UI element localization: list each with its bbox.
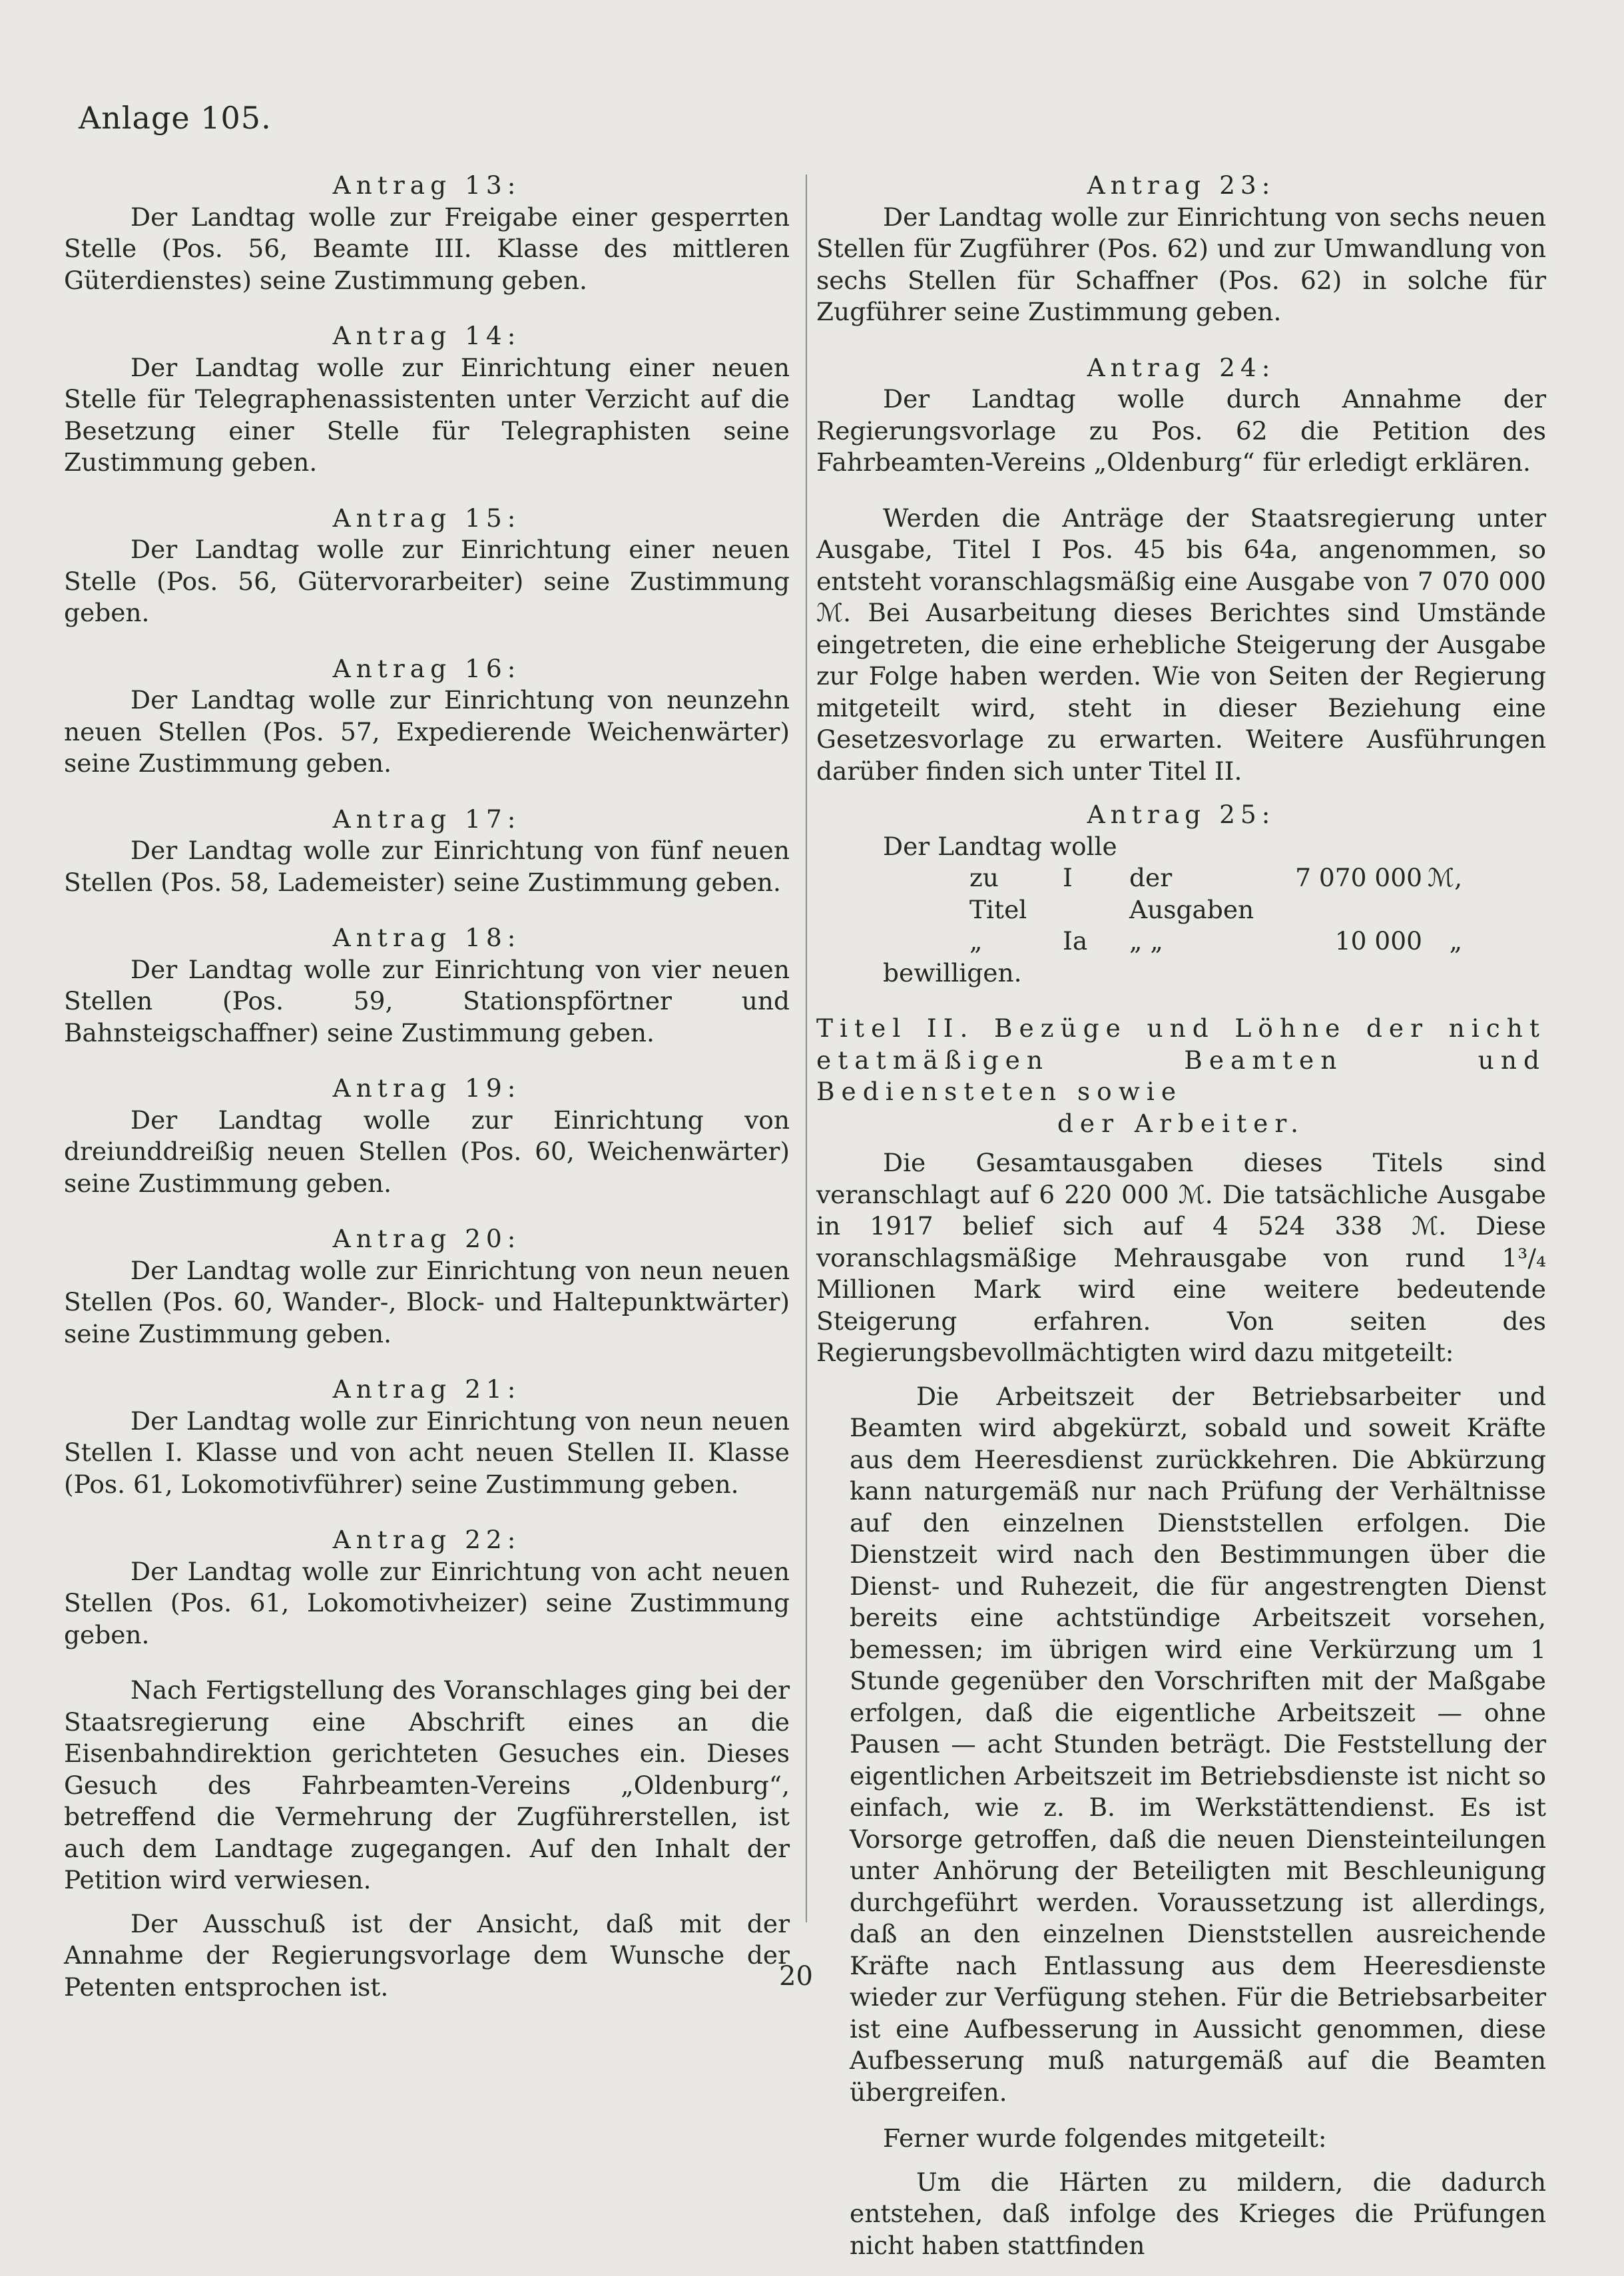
antrag-heading: Antrag 17: <box>332 804 521 834</box>
row-amount: 7 070 000 <box>1295 863 1422 892</box>
antrag-text: Der Landtag wolle zur Einrichtung von dreiunddreißig neuen Stellen (Pos. 60, Weichenwärter) seine Zustimmung geben. <box>64 1105 790 1198</box>
antrag-heading: Antrag 16: <box>332 653 521 683</box>
haerten-quote <box>850 2167 1546 2262</box>
antrag-heading: Antrag 21: <box>332 1374 521 1404</box>
quote-paragraph: Die Arbeitszeit der Betriebsarbeiter und Beamten wird abgekürzt, sobald und soweit Kräfte aus dem Heeresdienst zurückkehren. Die Abkürzung kann naturgemäß nur nach Prüfung der Verhältnisse auf den einzelnen Dienststellen erfolgen. Die Dienstzeit wird nach den Bestimmungen über die Dienst- und Ruhezeit, die für angestrengten Dienst bereits eine achtstündige Arbeitszeit vorsehen, bemessen; im übrigen wird eine Verkürzung um 1 Stunde gegenüber den Vorschriften mit der Maßgabe erfolgen, daß die eigentliche Arbeitszeit — ohne Pausen — acht Stunden beträgt. Die Feststellung der eigentlichen Arbeitszeit im Betriebsdienste ist nicht so einfach, wie z. B. im Werkstättendienst. Es ist Vorsorge getroffen, daß die neuen Diensteinteilungen unter Anhörung der Beteiligten mit Beschleunigung durchgeführt werden. Voraussetzung ist allerdings, daß an den einzelnen Dienststellen ausreichende Kräfte nach Entlassung aus dem Heeresdienste wieder zur Verfügung stehen. Für die Betriebsarbeiter ist eine Aufbesserung in Aussicht genommen, diese Aufbesserung muß naturgemäß auf die Beamten übergreifen. <box>850 1381 1546 2107</box>
antrag-25-closing: bewilligen. <box>883 958 1022 988</box>
antrag-block <box>64 922 790 1049</box>
antrag-block <box>816 170 1546 328</box>
antrag-text: Der Landtag wolle zur Einrichtung von neun neuen Stellen (Pos. 60, Wander-, Block- und Haltepunktwärter) seine Zustimmung geben. <box>64 1255 790 1348</box>
page-number: 20 <box>779 1961 813 1992</box>
antrag-heading: Antrag 14: <box>332 321 521 350</box>
antrag-text: Der Landtag wolle zur Freigabe einer gesperrten Stelle (Pos. 56, Beamte III. Klasse des mittleren Güterdienstes) seine Zustimmung geben. <box>64 202 790 295</box>
antrag-block <box>64 1374 790 1500</box>
antrag-text: Der Landtag wolle zur Einrichtung von vier neuen Stellen (Pos. 59, Stationspförtner und Bahnsteigschaffner) seine Zustimmung geben. <box>64 954 790 1047</box>
ausschuss-paragraph: Der Ausschuß ist der Ansicht, daß mit der Annahme der Regierungsvorlage dem Wunsche der Petenten entsprochen ist. <box>64 1908 790 2002</box>
antrag-block <box>816 352 1546 479</box>
left-column <box>64 170 790 2015</box>
antrag-text: Der Landtag wolle zur Einrichtung von fünf neuen Stellen (Pos. 58, Lademeister) seine Zustimmung geben. <box>64 836 790 897</box>
quote-paragraph: Um die Härten zu mildern, die dadurch entstehen, daß infolge des Krieges die Prüfungen nicht haben stattfinden <box>850 2167 1546 2260</box>
titel-2-heading: Titel II. Bezüge und Löhne der nicht etatmäßigen Beamten und Bediensteten sowie <box>816 1013 1546 1106</box>
antrag-block <box>64 170 790 296</box>
antrag-block <box>64 1524 790 1651</box>
antrag-25-intro: Der Landtag wolle <box>883 831 1117 861</box>
antrag-block <box>64 320 790 479</box>
petition-paragraph: Nach Fertigstellung des Voranschlages ging bei der Staatsregierung eine Abschrift eines an die Eisenbahndirektion gerichteten Gesuches ein. Dieses Gesuch des Fahrbeamten-Vereins „Oldenburg“, betreffend die Vermehrung der Zugführerstellen, ist auch dem Landtage zugegangen. Auf den Inhalt der Petition wird verwiesen. <box>64 1675 790 1894</box>
row-description: der Ausgaben <box>1129 863 1254 924</box>
antrag-block <box>64 1223 790 1350</box>
row-amount: 10 000 <box>1334 926 1422 956</box>
row-unit: „ <box>1449 926 1462 956</box>
antrag-block <box>64 804 790 899</box>
row-label: zu Titel <box>969 863 1027 924</box>
antrag-heading: Antrag 24: <box>1087 352 1276 382</box>
antrag-block <box>64 653 790 780</box>
titel-2-paragraph: Die Gesamtausgaben dieses Titels sind veranschlagt auf 6 220 000 ℳ. Die tatsächliche Ausgabe in 1917 belief sich auf 4 524 338 ℳ. Diese voranschlagsmäßige Mehrausgabe von rund 1³/₄ Millionen Mark wird eine weitere bedeutende Steigerung erfahren. Von seiten des Regierungsbevollmächtigten wird dazu mitgeteilt: <box>816 1148 1546 1367</box>
ferner-paragraph: Ferner wurde folgendes mitgeteilt: <box>883 2124 1327 2153</box>
antrag-text: Der Landtag wolle zur Einrichtung einer neuen Stelle (Pos. 56, Gütervorarbeiter) seine Zustimmung geben. <box>64 535 790 627</box>
antrag-heading: Antrag 19: <box>332 1073 521 1103</box>
antrag-text: Der Landtag wolle zur Einrichtung von sechs neuen Stellen für Zugführer (Pos. 62) und zur Umwandlung von sechs Stellen für Schaffner (Pos. 62) in solche für Zugführer seine Zustimmung geben. <box>816 202 1546 326</box>
right-column <box>816 170 1546 2276</box>
page-header: Anlage 105. <box>79 100 272 136</box>
antrag-text: Der Landtag wolle zur Einrichtung von neunzehn neuen Stellen (Pos. 57, Expedierende Weichenwärter) seine Zustimmung geben. <box>64 685 790 778</box>
regierung-quote <box>850 1381 1546 2109</box>
antrag-25 <box>816 799 1546 989</box>
titel-1-summary-paragraph: Werden die Anträge der Staatsregierung unter Ausgabe, Titel I Pos. 45 bis 64a, angenommen, so entsteht voranschlagsmäßig eine Ausgabe von 7 070 000 ℳ. Bei Ausarbeitung dieses Berichtes sind Umstände eingetreten, die eine erhebliche Steigerung der Ausgabe zur Folge haben werden. Wie von Seiten der Regierung mitgeteilt wird, steht in dieser Beziehung eine Gesetzesvorlage zu erwarten. Weitere Ausführungen darüber finden sich unter Titel II. <box>816 503 1546 786</box>
left-antrag-list <box>64 170 790 1651</box>
row-description: „ „ <box>1129 926 1163 956</box>
antrag-25-row-2 <box>816 926 1546 958</box>
titel-2-heading-end: der Arbeiter. <box>1057 1108 1306 1138</box>
antrag-text: Der Landtag wolle durch Annahme der Regierungsvorlage zu Pos. 62 die Petition des Fahrbeamten-Vereins „Oldenburg“ für erledigt erklären. <box>816 384 1546 477</box>
antrag-text: Der Landtag wolle zur Einrichtung von neun neuen Stellen I. Klasse und von acht neuen Stellen II. Klasse (Pos. 61, Lokomotivführer) seine Zustimmung geben. <box>64 1406 790 1499</box>
row-label: „ <box>969 926 983 956</box>
antrag-block <box>64 1073 790 1199</box>
row-titel: I <box>1063 863 1073 892</box>
column-divider <box>806 174 807 1922</box>
antrag-text: Der Landtag wolle zur Einrichtung einer neuen Stelle für Telegraphenassistenten unter Verzicht auf die Besetzung einer Stelle für Telegraphisten seine Zustimmung geben. <box>64 352 790 477</box>
antrag-text: Der Landtag wolle zur Einrichtung von acht neuen Stellen (Pos. 61, Lokomotivheizer) seine Zustimmung geben. <box>64 1556 790 1649</box>
antrag-heading: Antrag 18: <box>332 923 521 952</box>
row-unit: ℳ, <box>1427 863 1462 892</box>
antrag-heading: Antrag 25: <box>1087 800 1276 829</box>
antrag-heading: Antrag 20: <box>332 1224 521 1253</box>
antrag-heading: Antrag 13: <box>332 170 521 200</box>
right-antrag-list <box>816 170 1546 479</box>
row-titel: Ia <box>1063 926 1088 956</box>
antrag-heading: Antrag 22: <box>332 1525 521 1554</box>
antrag-block <box>64 503 790 629</box>
antrag-heading: Antrag 23: <box>1087 170 1276 200</box>
antrag-25-row-1 <box>816 862 1546 926</box>
antrag-heading: Antrag 15: <box>332 503 521 533</box>
